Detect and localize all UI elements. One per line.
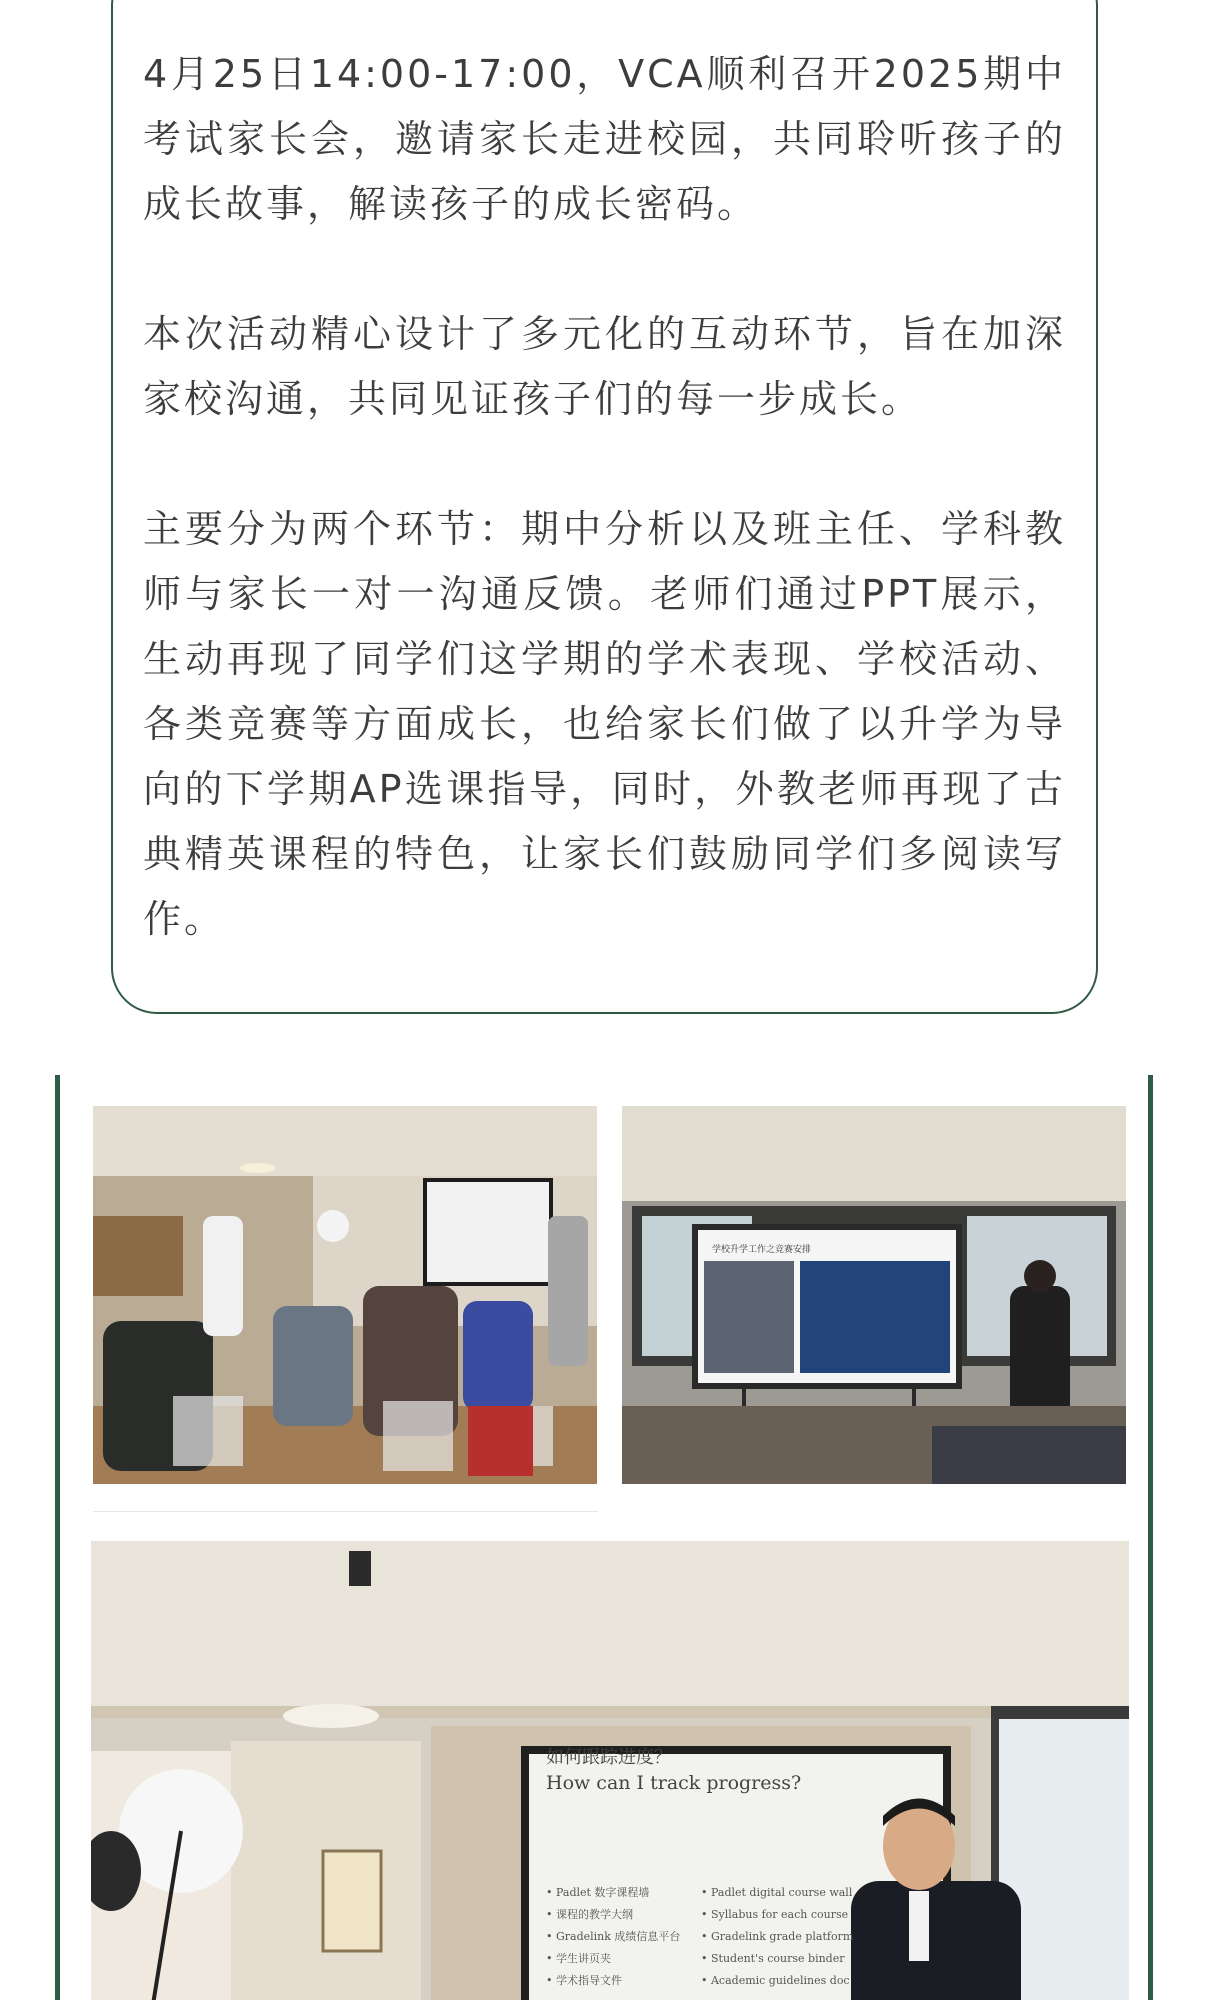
photo-teacher-progress-slide[interactable] xyxy=(91,1541,1129,2000)
paragraph-sessions: 主要分为两个环节：期中分析以及班主任、学科教师与家长一对一沟通反馈。老师们通过PPT展示，生动再现了同学们这学期的学术表现、学校活动、各类竞赛等方面成长，也给家长们做了以升学为导向的下学期AP选课指导，同时，外教老师再现了古典精英课程的特色，让家长们鼓励同学们多阅读写作。 xyxy=(143,507,1066,941)
slide-item-cn-2: • 课程的教学大纲 xyxy=(546,1908,633,1921)
slide-title-cn: 如何跟踪进度？ xyxy=(546,1747,672,1768)
slide-item-en-4: • Student's course binder xyxy=(701,1952,845,1965)
slide-item-en-3: • Gradelink grade platform xyxy=(701,1930,854,1943)
photo-classroom-parents-image xyxy=(93,1106,597,1484)
paragraph-activity: 本次活动精心设计了多元化的互动环节，旨在加深家校沟通，共同见证孩子们的每一步成长。 xyxy=(143,312,1066,421)
slide-item-cn-3: • Gradelink 成绩信息平台 xyxy=(546,1930,681,1943)
slide-item-cn-4: • 学生讲页夹 xyxy=(546,1952,611,1965)
paragraph-intro: 4月25日14:00-17:00，VCA顺利召开2025期中考试家长会，邀请家长走进校园，共同聆听孩子的成长故事，解读孩子的成长密码。 xyxy=(143,52,1066,226)
photo-classroom-parents[interactable] xyxy=(93,1106,597,1484)
slide-title-competition: 学校升学工作之竞赛安排 xyxy=(712,1245,812,1255)
slide-item-en-5: • Academic guidelines doc xyxy=(701,1974,850,1987)
photo-gallery xyxy=(55,1075,1153,2000)
photo-competition-presentation[interactable] xyxy=(622,1106,1126,1484)
photo-divider xyxy=(93,1511,598,1512)
slide-item-cn-1: • Padlet 数字课程墙 xyxy=(546,1886,650,1899)
slide-item-cn-5: • 学术指导文件 xyxy=(546,1974,622,1987)
photo-competition-presentation-image xyxy=(622,1106,1126,1484)
slide-title-en: How can I track progress? xyxy=(546,1772,802,1794)
article-text-card xyxy=(111,0,1098,1014)
slide-item-en-1: • Padlet digital course wall xyxy=(701,1886,853,1899)
photo-teacher-progress-slide-image xyxy=(91,1541,1129,2000)
slide-item-en-2: • Syllabus for each course xyxy=(701,1908,849,1921)
